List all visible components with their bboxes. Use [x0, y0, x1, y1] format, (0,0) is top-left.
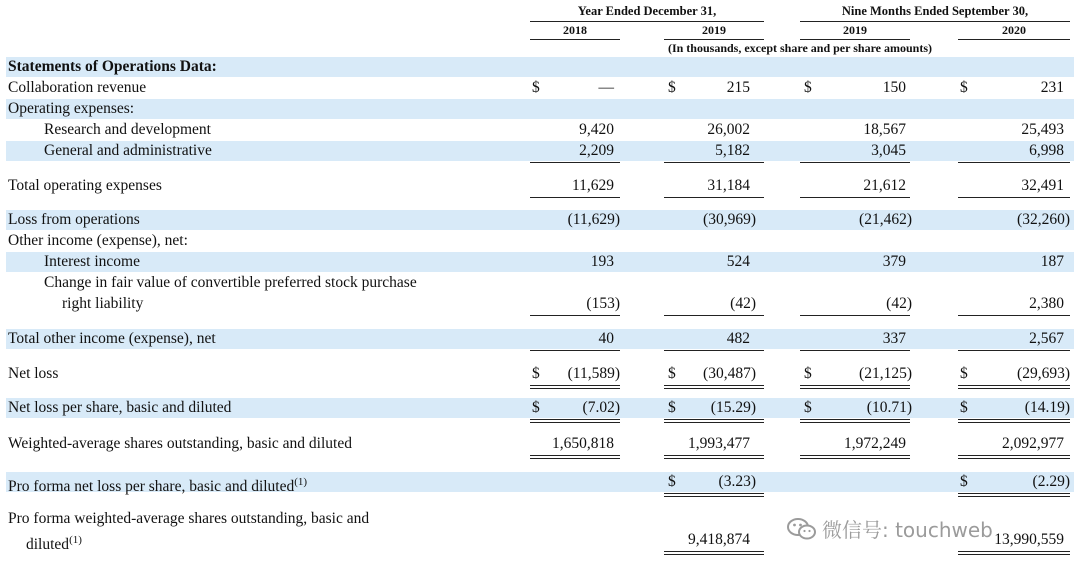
net-loss-dollar-2: $ [668, 365, 676, 382]
gna-underline-1 [530, 162, 620, 163]
collab-val-2020: 231 [1040, 79, 1064, 96]
pro-forma-wavg-dbl-underline-2 [958, 551, 1070, 555]
wavg-dbl-underline-1 [530, 455, 620, 459]
total-other-val-2018: 40 [598, 330, 614, 347]
nl-per-share-dbl-underline-1 [530, 419, 620, 423]
wavg-dbl-underline-2 [664, 455, 764, 459]
pro-forma-wavg-label-1: Pro forma weighted-average shares outstanding, basic and [8, 510, 370, 527]
net-loss-dbl-underline-2 [664, 385, 764, 389]
total-other-label: Total other income (expense), net [8, 330, 216, 347]
total-opex-label: Total operating expenses [8, 177, 162, 194]
total-opex-val-2020: 32,491 [1021, 177, 1064, 194]
fair-value-underline-4 [958, 315, 1070, 316]
wavg-label: Weighted-average shares outstanding, basic and diluted [8, 435, 352, 452]
wavg-dbl-underline-4 [958, 455, 1070, 459]
interest-val-2019a: 524 [726, 253, 750, 270]
net-loss-dollar-4: $ [960, 365, 968, 382]
rnd-val-2019b: 18,567 [863, 121, 906, 138]
nl-per-share-dbl-underline-3 [800, 419, 910, 423]
nl-per-share-val-2018: (7.02) [582, 399, 620, 416]
year-rule-2019b [800, 39, 910, 40]
pro-forma-nl-val-2019a: (3.23) [718, 473, 756, 490]
gna-underline-3 [800, 162, 910, 163]
collab-val-2019b: 150 [882, 79, 906, 96]
total-opex-underline-4 [958, 197, 1070, 198]
fair-value-label-1: Change in fair value of convertible preferred stock purchase [44, 274, 417, 291]
pro-forma-wavg-footnote: (1) [69, 534, 82, 546]
fair-value-val-2018: (153) [586, 295, 620, 312]
nl-per-share-val-2019a: (15.29) [710, 399, 756, 416]
pro-forma-nl-label [8, 472, 307, 497]
fair-value-val-2019a: (42) [730, 295, 756, 312]
header-nine-months: Nine Months Ended September 30, [841, 4, 1029, 18]
nl-per-share-val-2019b: (10.71) [866, 399, 912, 416]
year-rule-2019a [664, 39, 764, 40]
nl-per-share-val-2020: (14.19) [1024, 399, 1070, 416]
gna-val-2019a: 5,182 [715, 142, 750, 159]
wavg-val-2020: 2,092,977 [1002, 435, 1064, 452]
pro-forma-wavg-label-2 [26, 530, 82, 555]
interest-val-2019b: 379 [882, 253, 906, 270]
year-2019-a: 2019 [702, 23, 726, 37]
collab-val-2019a: 215 [726, 79, 750, 96]
gna-label: General and administrative [44, 142, 212, 159]
total-other-val-2019a: 482 [726, 330, 750, 347]
pro-forma-nl-dollar-2: $ [960, 473, 968, 490]
loss-ops-val-2019b: (21,462) [859, 211, 912, 228]
interest-val-2018: 193 [590, 253, 614, 270]
pro-forma-wavg-dbl-underline-1 [664, 551, 764, 555]
year-rule-2020 [958, 39, 1070, 40]
net-loss-dbl-underline-3 [800, 385, 910, 389]
net-loss-val-2019a: (30,487) [703, 365, 756, 382]
statements-title: Statements of Operations Data: [8, 58, 217, 75]
total-opex-val-2018: 11,629 [571, 177, 614, 194]
nl-per-share-dollar-4: $ [960, 399, 968, 416]
total-opex-underline-2 [664, 197, 764, 198]
pro-forma-nl-val-2020: (2.29) [1032, 473, 1070, 490]
wavg-dbl-underline-3 [800, 455, 910, 459]
loss-ops-val-2018: (11,629) [567, 211, 620, 228]
total-opex-underline-3 [800, 197, 910, 198]
interest-label: Interest income [44, 253, 140, 270]
nl-per-share-dollar-1: $ [532, 399, 540, 416]
net-loss-dbl-underline-1 [530, 385, 620, 389]
rnd-val-2020: 25,493 [1021, 121, 1064, 138]
net-loss-label: Net loss [8, 365, 59, 382]
header-rule-1 [530, 21, 764, 22]
rnd-val-2018: 9,420 [579, 121, 614, 138]
loss-ops-val-2020: (32,260) [1017, 211, 1070, 228]
year-rule-2018 [530, 39, 620, 40]
wavg-val-2019b: 1,972,249 [844, 435, 906, 452]
nl-per-share-dbl-underline-4 [958, 419, 1070, 423]
gna-underline-2 [664, 162, 764, 163]
header-rule-2 [800, 21, 1070, 22]
pro-forma-wavg-val-2019a: 9,418,874 [688, 531, 750, 548]
watermark-text: 微信号: touchweb [822, 518, 993, 542]
year-2020: 2020 [1002, 23, 1026, 37]
pro-forma-wavg-text: diluted [26, 536, 70, 554]
nl-per-share-dollar-2: $ [668, 399, 676, 416]
wavg-val-2018: 1,650,818 [552, 435, 614, 452]
other-heading: Other income (expense), net: [8, 232, 188, 249]
pro-forma-nl-footnote: (1) [294, 476, 308, 488]
watermark [786, 514, 993, 543]
fair-value-underline-2 [664, 315, 764, 316]
total-other-underline-2 [664, 350, 764, 351]
collab-dollar-3: $ [804, 79, 812, 96]
collab-label: Collaboration revenue [8, 79, 147, 96]
loss-ops-val-2019a: (30,969) [703, 211, 756, 228]
gna-val-2020: 6,998 [1029, 142, 1064, 159]
fair-value-val-2020: 2,380 [1029, 295, 1064, 312]
collab-val-2018: — [598, 79, 614, 96]
collab-dollar-2: $ [668, 79, 676, 96]
band-opex [6, 99, 1074, 119]
gna-val-2019b: 3,045 [871, 142, 906, 159]
total-other-val-2020: 2,567 [1029, 330, 1064, 347]
total-other-val-2019b: 337 [882, 330, 906, 347]
collab-dollar-1: $ [532, 79, 540, 96]
opex-heading: Operating expenses: [8, 100, 135, 117]
nl-per-share-dbl-underline-2 [664, 419, 764, 423]
rnd-val-2019a: 26,002 [707, 121, 750, 138]
nl-per-share-label: Net loss per share, basic and diluted [8, 399, 232, 416]
collab-dollar-4: $ [960, 79, 968, 96]
header-year-ended: Year Ended December 31, [577, 4, 717, 18]
wechat-logo-icon [786, 516, 818, 542]
total-other-underline-1 [530, 350, 620, 351]
total-opex-underline-1 [530, 197, 620, 198]
year-2019-b: 2019 [843, 23, 867, 37]
units-note: (In thousands, except share and per share amounts) [667, 41, 933, 55]
pro-forma-nl-text: Pro forma net loss per share, basic and diluted [8, 478, 295, 496]
loss-ops-label: Loss from operations [8, 211, 140, 228]
rnd-label: Research and development [44, 121, 211, 138]
fair-value-val-2019b: (42) [886, 295, 912, 312]
pro-forma-nl-dbl-underline-2 [958, 493, 1070, 497]
gna-val-2018: 2,209 [579, 142, 614, 159]
total-other-underline-4 [958, 350, 1070, 351]
wavg-val-2019a: 1,993,477 [688, 435, 750, 452]
pro-forma-wavg-val-2020: 13,990,559 [994, 531, 1064, 548]
pro-forma-nl-dollar-1: $ [668, 473, 676, 490]
pro-forma-nl-dbl-underline-1 [664, 493, 764, 497]
fair-value-underline-1 [530, 315, 620, 316]
total-opex-val-2019a: 31,184 [707, 177, 750, 194]
interest-val-2020: 187 [1040, 253, 1064, 270]
net-loss-dollar-3: $ [804, 365, 812, 382]
nl-per-share-dollar-3: $ [804, 399, 812, 416]
net-loss-dollar-1: $ [532, 365, 540, 382]
fair-value-underline-3 [800, 315, 910, 316]
year-2018: 2018 [563, 23, 587, 37]
total-other-underline-3 [800, 350, 910, 351]
net-loss-val-2018: (11,589) [567, 365, 620, 382]
net-loss-dbl-underline-4 [958, 385, 1070, 389]
fair-value-label-2: right liability [62, 295, 144, 312]
net-loss-val-2019b: (21,125) [859, 365, 912, 382]
gna-underline-4 [958, 162, 1070, 163]
total-opex-val-2019b: 21,612 [863, 177, 906, 194]
net-loss-val-2020: (29,693) [1017, 365, 1070, 382]
